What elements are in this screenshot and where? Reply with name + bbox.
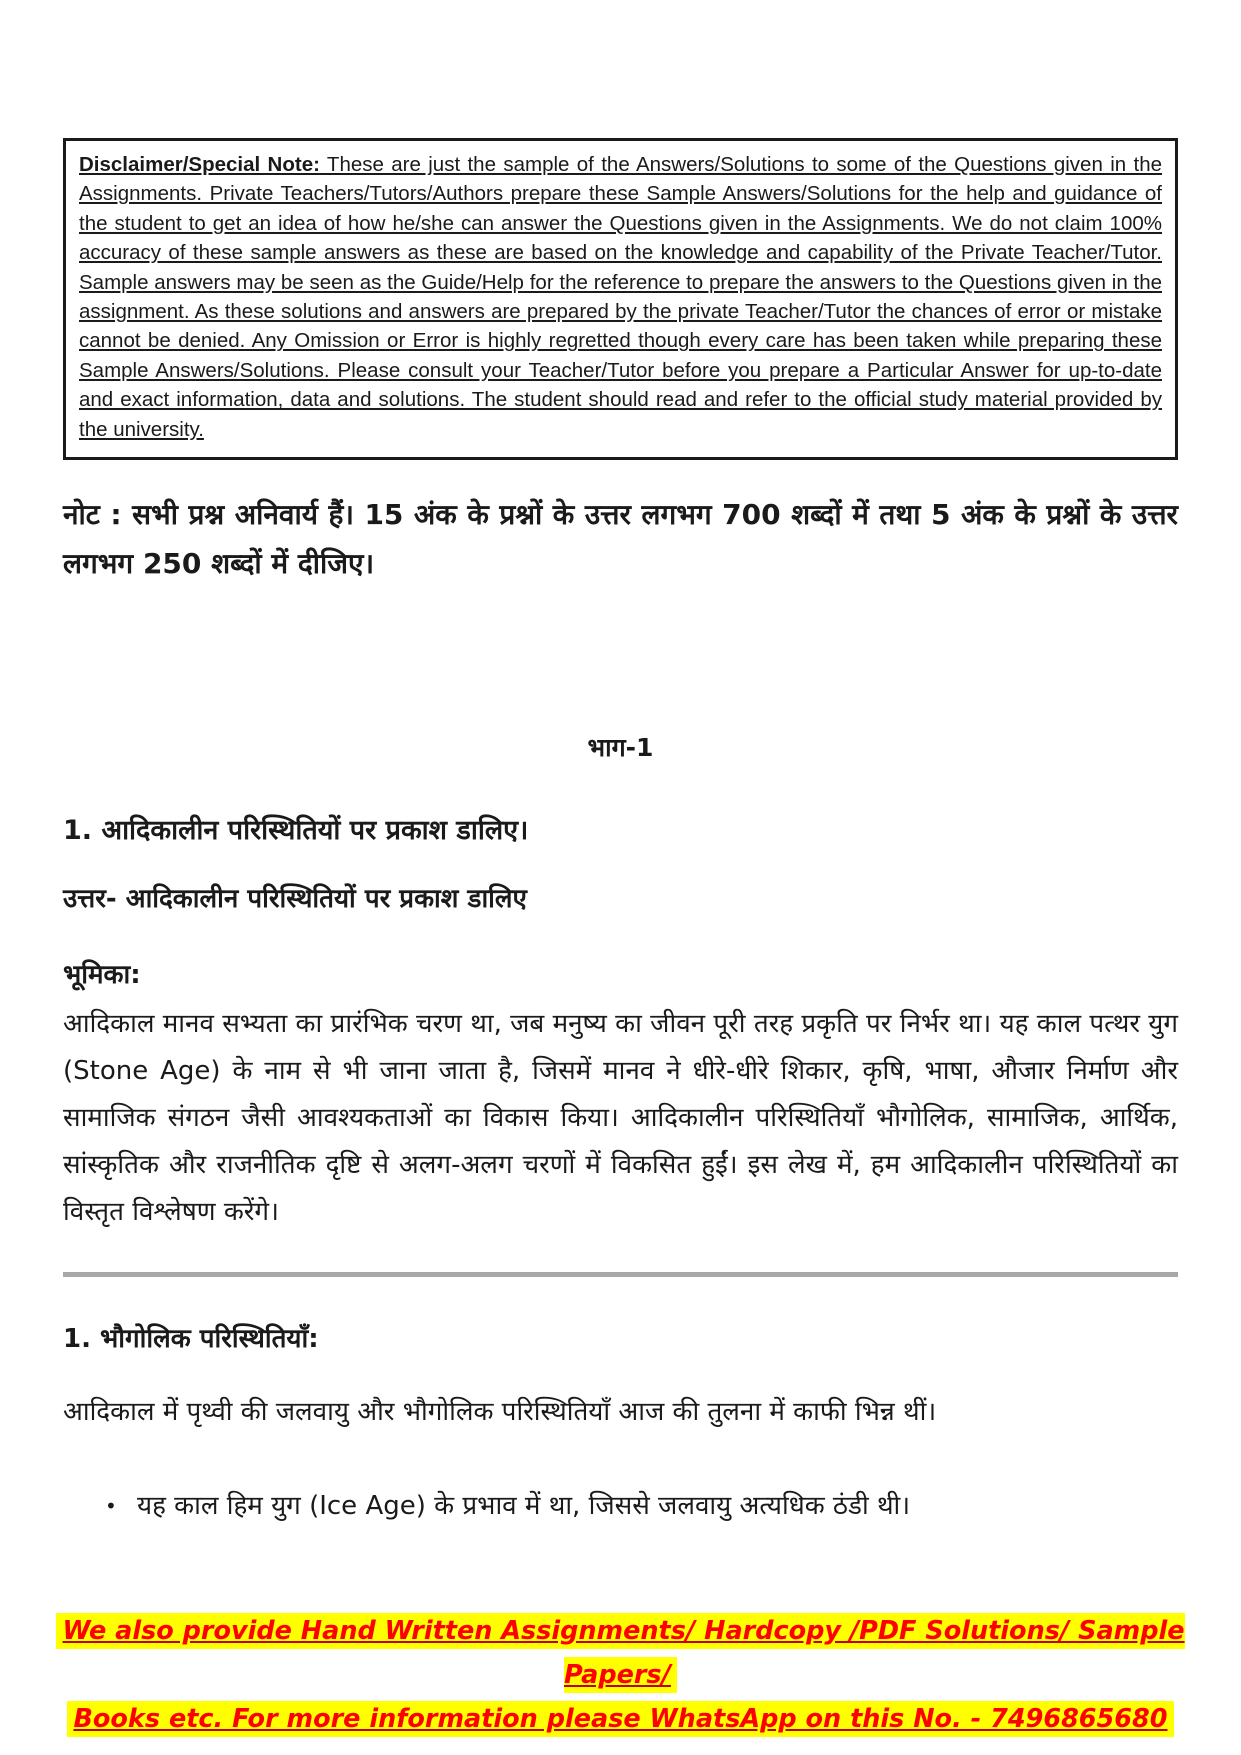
bullet-item — [63, 1485, 1178, 1527]
footer-line-2 — [0, 1697, 1241, 1741]
intro-paragraph: आदिकाल मानव सभ्यता का प्रारंभिक चरण था, जब मनुष्य का जीवन पूरी तरह प्रकृति पर निर्भर था। यह काल पत्थर युग (Stone Age) के नाम से भी जाना जाता है, जिसमें मानव ने धीरे-धीरे शिकार, कृषि, भाषा, औजार निर्माण और सामाजिक संगठन जैसी आवश्यकताओं का विकास किया। आदिकालीन परिस्थितियाँ भौगोलिक, सामाजिक, आर्थिक, सांस्कृतिक और राजनीतिक दृष्टि से अलग-अलग चरणों में विकसित हुईं। इस लेख में, हम आदिकालीन परिस्थितियों का विस्तृत विश्लेषण करेंगे। — [63, 1009, 1178, 1228]
answer-heading: उत्तर- आदिकालीन परिस्थितियों पर प्रकाश डालिए — [63, 884, 527, 915]
disclaimer-body: These are just the sample of the Answers/Solutions to some of the Questions given in the Assignments. Private Teachers/Tutors/Authors prepare these Sample Answers/Solutions for the help and guidance of the student to get an idea of how he/she can answer the Questions given in the Assignments. We do not claim 100% accuracy of these sample answers as these are based on the knowledge and capability of the Private Teacher/Tutor. Sample answers may be seen as the Guide/Help for the reference to prepare the answers to the Questions given in the assignment. As these solutions and answers are prepared by the private Teacher/Tutor the chances of error or mistake cannot be denied. Any Omission or Error is highly regretted though every care has been taken while preparing these Sample Answers/Solutions. Please consult your Teacher/Tutor before you prepare a Particular Answer for up-to-date and exact information, data and solutions. The student should read and refer to the official study material provided by the university. — [79, 153, 1163, 441]
disclaimer-label: Disclaimer/Special Note: — [79, 153, 320, 176]
footer-banner — [0, 1609, 1241, 1741]
disclaimer-box — [63, 138, 1178, 460]
bullet-text: यह काल हिम युग (Ice Age) के प्रभाव में था, जिससे जलवायु अत्यधिक ठंडी थी। — [137, 1491, 911, 1522]
bullet-list — [63, 1485, 1178, 1527]
section-divider — [63, 1272, 1178, 1277]
bullet-marker-icon: • — [105, 1494, 117, 1519]
footer-line-2-text: Books etc. For more information please WhatsApp on this No. - 7496865680 — [67, 1701, 1173, 1737]
section-paragraph: आदिकाल में पृथ्वी की जलवायु और भौगोलिक परिस्थितियाँ आज की तुलना में काफी भिन्न थीं। — [63, 1397, 937, 1428]
page-content — [0, 138, 1241, 1527]
footer-line-1 — [0, 1609, 1241, 1697]
question-heading: 1. आदिकालीन परिस्थितियों पर प्रकाश डालिए। — [63, 815, 529, 847]
disclaimer-text — [79, 150, 1162, 444]
part-title: भाग-1 — [587, 733, 654, 763]
note-text: नोट : सभी प्रश्न अनिवार्य हैं। 15 अंक के प्रश्नों के उत्तर लगभग 700 शब्दों में तथा 5 अंक के प्रश्नों के उत्तर लगभग 250 शब्दों में दीजिए। — [63, 498, 1178, 581]
footer-line-1-text: We also provide Hand Written Assignments/ Hardcopy /PDF Solutions/ Sample Papers/ — [56, 1613, 1184, 1693]
intro-heading: भूमिका: — [63, 960, 141, 991]
section-heading: 1. भौगोलिक परिस्थितियाँ: — [63, 1324, 319, 1355]
